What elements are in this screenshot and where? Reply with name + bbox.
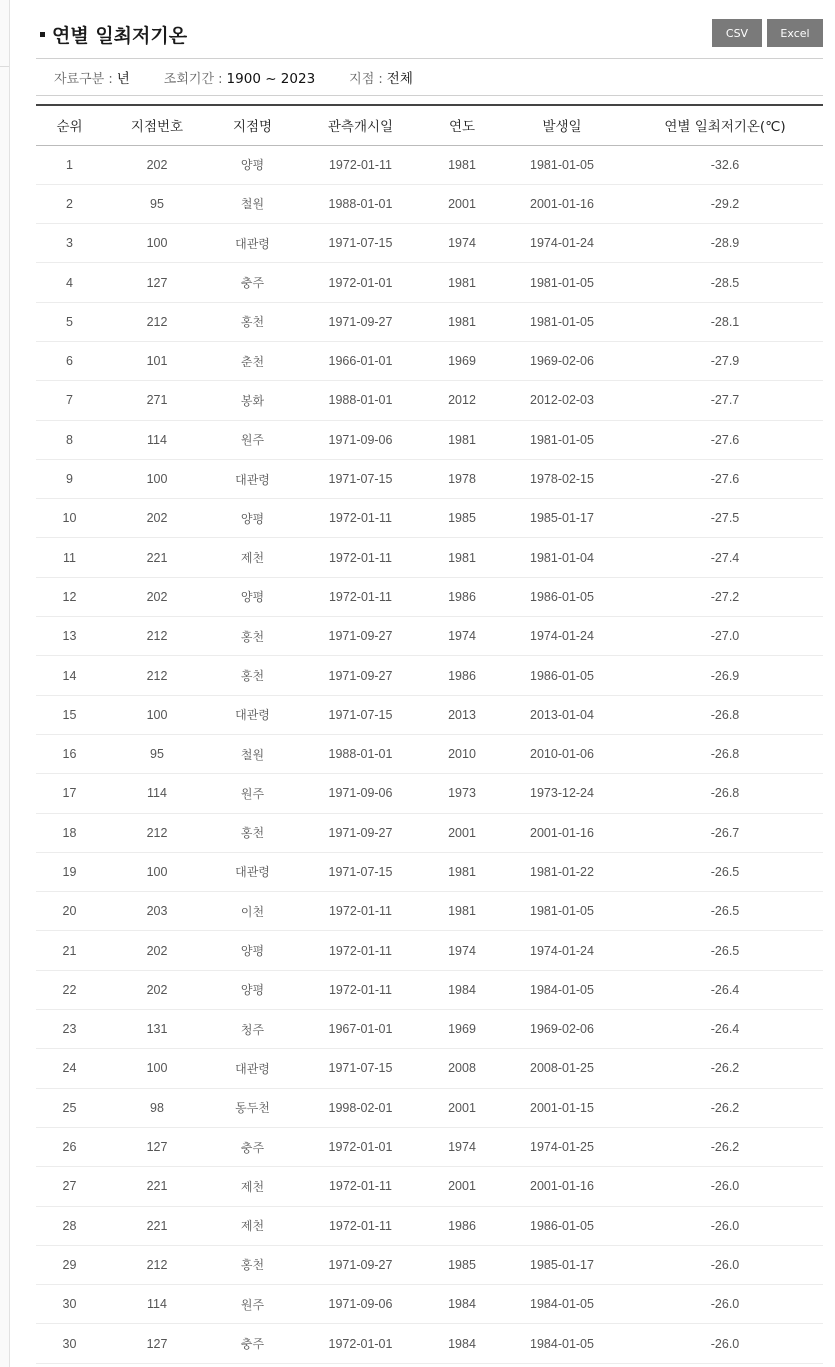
cell-year: 1973 <box>427 774 497 813</box>
cell-min-temperature: -27.7 <box>627 381 823 420</box>
cell-observation-start: 1972-01-11 <box>294 970 427 1009</box>
cell-observation-start: 1971-07-15 <box>294 1049 427 1088</box>
cell-station-number: 212 <box>103 813 211 852</box>
table-body <box>36 145 823 1363</box>
table-row <box>36 695 823 734</box>
table-row <box>36 538 823 577</box>
cell-rank: 5 <box>36 302 103 341</box>
cell-station-name: 양평 <box>211 499 294 538</box>
cell-observation-start: 1971-09-27 <box>294 1245 427 1284</box>
cell-year: 2001 <box>427 184 497 223</box>
cell-station-name: 대관령 <box>211 852 294 891</box>
cell-min-temperature: -26.0 <box>627 1324 823 1363</box>
cell-year: 1974 <box>427 1127 497 1166</box>
cell-station-number: 100 <box>103 459 211 498</box>
cell-year: 1981 <box>427 892 497 931</box>
csv-download-button[interactable]: CSV <box>712 19 762 47</box>
cell-station-number: 221 <box>103 538 211 577</box>
ranking-table <box>36 104 823 1364</box>
cell-station-number: 127 <box>103 1127 211 1166</box>
cell-station-name: 원주 <box>211 774 294 813</box>
cell-rank: 29 <box>36 1245 103 1284</box>
excel-download-button[interactable]: Excel <box>767 19 823 47</box>
cell-min-temperature: -26.0 <box>627 1206 823 1245</box>
cell-rank: 12 <box>36 577 103 616</box>
cell-occurrence-date: 1986-01-05 <box>497 656 627 695</box>
cell-min-temperature: -26.8 <box>627 774 823 813</box>
table-row <box>36 617 823 656</box>
cell-occurrence-date: 1984-01-05 <box>497 970 627 1009</box>
cell-station-number: 95 <box>103 184 211 223</box>
cell-min-temperature: -28.9 <box>627 224 823 263</box>
cell-observation-start: 1971-07-15 <box>294 459 427 498</box>
cell-observation-start: 1971-09-06 <box>294 1285 427 1324</box>
cell-occurrence-date: 1981-01-05 <box>497 145 627 184</box>
cell-min-temperature: -27.4 <box>627 538 823 577</box>
cell-observation-start: 1971-09-06 <box>294 774 427 813</box>
cell-year: 1981 <box>427 538 497 577</box>
table-row <box>36 852 823 891</box>
table-row <box>36 1049 823 1088</box>
cell-station-name: 제천 <box>211 538 294 577</box>
cell-observation-start: 1971-07-15 <box>294 695 427 734</box>
cell-min-temperature: -28.1 <box>627 302 823 341</box>
cell-occurrence-date: 2012-02-03 <box>497 381 627 420</box>
cell-rank: 7 <box>36 381 103 420</box>
header-observation-start: 관측개시일 <box>294 105 427 145</box>
cell-station-number: 202 <box>103 499 211 538</box>
cell-station-name: 양평 <box>211 145 294 184</box>
cell-occurrence-date: 1969-02-06 <box>497 1010 627 1049</box>
table-row <box>36 813 823 852</box>
cell-station-number: 203 <box>103 892 211 931</box>
cell-station-number: 221 <box>103 1206 211 1245</box>
cell-occurrence-date: 1986-01-05 <box>497 1206 627 1245</box>
table-row <box>36 892 823 931</box>
cell-station-name: 춘천 <box>211 341 294 380</box>
table-row <box>36 1088 823 1127</box>
cell-occurrence-date: 2013-01-04 <box>497 695 627 734</box>
cell-occurrence-date: 1981-01-22 <box>497 852 627 891</box>
header-occurrence-date: 발생일 <box>497 105 627 145</box>
cell-station-name: 제천 <box>211 1206 294 1245</box>
cell-rank: 1 <box>36 145 103 184</box>
filter-summary <box>36 58 823 96</box>
cell-station-name: 원주 <box>211 1285 294 1324</box>
cell-min-temperature: -26.5 <box>627 892 823 931</box>
cell-year: 1986 <box>427 1206 497 1245</box>
cell-rank: 25 <box>36 1088 103 1127</box>
cell-occurrence-date: 1981-01-05 <box>497 302 627 341</box>
cell-station-name: 대관령 <box>211 459 294 498</box>
cell-station-number: 202 <box>103 970 211 1009</box>
cell-station-name: 홍천 <box>211 302 294 341</box>
cell-observation-start: 1971-09-06 <box>294 420 427 459</box>
table-row <box>36 970 823 1009</box>
cell-station-number: 202 <box>103 577 211 616</box>
table-row <box>36 1127 823 1166</box>
cell-year: 1974 <box>427 617 497 656</box>
cell-min-temperature: -26.0 <box>627 1167 823 1206</box>
cell-rank: 4 <box>36 263 103 302</box>
table-row <box>36 931 823 970</box>
cell-station-name: 양평 <box>211 970 294 1009</box>
table-row <box>36 577 823 616</box>
cell-observation-start: 1971-07-15 <box>294 224 427 263</box>
cell-observation-start: 1966-01-01 <box>294 341 427 380</box>
table-row <box>36 1167 823 1206</box>
cell-rank: 6 <box>36 341 103 380</box>
cell-station-name: 홍천 <box>211 617 294 656</box>
cell-rank: 11 <box>36 538 103 577</box>
cell-station-number: 100 <box>103 695 211 734</box>
cell-occurrence-date: 1974-01-24 <box>497 931 627 970</box>
cell-occurrence-date: 1981-01-05 <box>497 263 627 302</box>
cell-observation-start: 1972-01-11 <box>294 931 427 970</box>
cell-station-name: 봉화 <box>211 381 294 420</box>
cell-year: 2001 <box>427 1088 497 1127</box>
table-row <box>36 341 823 380</box>
cell-min-temperature: -27.6 <box>627 459 823 498</box>
cell-occurrence-date: 1981-01-05 <box>497 420 627 459</box>
cell-observation-start: 1971-09-27 <box>294 302 427 341</box>
title-bullet-icon <box>40 32 45 37</box>
cell-min-temperature: -26.0 <box>627 1245 823 1284</box>
cell-station-number: 101 <box>103 341 211 380</box>
cell-rank: 10 <box>36 499 103 538</box>
cell-station-number: 212 <box>103 617 211 656</box>
cell-station-number: 95 <box>103 734 211 773</box>
cell-station-number: 127 <box>103 1324 211 1363</box>
cell-observation-start: 1988-01-01 <box>294 734 427 773</box>
cell-min-temperature: -26.8 <box>627 695 823 734</box>
cell-observation-start: 1972-01-11 <box>294 1167 427 1206</box>
cell-year: 1969 <box>427 1010 497 1049</box>
filter-type <box>54 67 130 87</box>
cell-year: 1984 <box>427 970 497 1009</box>
cell-year: 1981 <box>427 302 497 341</box>
cell-min-temperature: -27.2 <box>627 577 823 616</box>
cell-rank: 20 <box>36 892 103 931</box>
cell-rank: 3 <box>36 224 103 263</box>
cell-rank: 15 <box>36 695 103 734</box>
cell-min-temperature: -29.2 <box>627 184 823 223</box>
cell-rank: 2 <box>36 184 103 223</box>
cell-min-temperature: -32.6 <box>627 145 823 184</box>
cell-min-temperature: -26.2 <box>627 1049 823 1088</box>
cell-occurrence-date: 1974-01-25 <box>497 1127 627 1166</box>
cell-min-temperature: -26.2 <box>627 1127 823 1166</box>
cell-station-name: 충주 <box>211 1127 294 1166</box>
cell-occurrence-date: 1986-01-05 <box>497 577 627 616</box>
cell-rank: 14 <box>36 656 103 695</box>
cell-year: 1974 <box>427 931 497 970</box>
cell-station-number: 98 <box>103 1088 211 1127</box>
cell-station-number: 114 <box>103 774 211 813</box>
cell-occurrence-date: 1981-01-05 <box>497 892 627 931</box>
table-row <box>36 1245 823 1284</box>
cell-station-name: 충주 <box>211 263 294 302</box>
cell-occurrence-date: 2001-01-16 <box>497 813 627 852</box>
cell-occurrence-date: 1984-01-05 <box>497 1324 627 1363</box>
header-year: 연도 <box>427 105 497 145</box>
cell-station-name: 동두천 <box>211 1088 294 1127</box>
cell-year: 1984 <box>427 1324 497 1363</box>
cell-rank: 23 <box>36 1010 103 1049</box>
cell-year: 2010 <box>427 734 497 773</box>
cell-station-name: 청주 <box>211 1010 294 1049</box>
cell-min-temperature: -27.5 <box>627 499 823 538</box>
cell-observation-start: 1972-01-11 <box>294 145 427 184</box>
cell-year: 2001 <box>427 1167 497 1206</box>
cell-year: 1981 <box>427 145 497 184</box>
page-title <box>40 21 187 48</box>
cell-observation-start: 1998-02-01 <box>294 1088 427 1127</box>
cell-rank: 30 <box>36 1324 103 1363</box>
cell-station-name: 대관령 <box>211 695 294 734</box>
cell-occurrence-date: 2001-01-16 <box>497 1167 627 1206</box>
cell-observation-start: 1967-01-01 <box>294 1010 427 1049</box>
cell-year: 1974 <box>427 224 497 263</box>
cell-station-name: 이천 <box>211 892 294 931</box>
left-panel-edge <box>0 0 10 1367</box>
cell-station-number: 212 <box>103 1245 211 1284</box>
cell-observation-start: 1972-01-11 <box>294 538 427 577</box>
cell-rank: 24 <box>36 1049 103 1088</box>
cell-station-number: 271 <box>103 381 211 420</box>
cell-occurrence-date: 2008-01-25 <box>497 1049 627 1088</box>
cell-station-number: 100 <box>103 224 211 263</box>
cell-occurrence-date: 1985-01-17 <box>497 499 627 538</box>
cell-min-temperature: -26.5 <box>627 852 823 891</box>
table-row <box>36 302 823 341</box>
cell-min-temperature: -26.4 <box>627 970 823 1009</box>
cell-year: 1984 <box>427 1285 497 1324</box>
cell-min-temperature: -27.9 <box>627 341 823 380</box>
cell-station-number: 131 <box>103 1010 211 1049</box>
cell-year: 1986 <box>427 656 497 695</box>
cell-station-number: 212 <box>103 656 211 695</box>
cell-station-number: 202 <box>103 145 211 184</box>
cell-rank: 22 <box>36 970 103 1009</box>
cell-occurrence-date: 2010-01-06 <box>497 734 627 773</box>
cell-station-number: 114 <box>103 420 211 459</box>
header-min-temperature: 연별 일최저기온(℃) <box>627 105 823 145</box>
cell-year: 1969 <box>427 341 497 380</box>
filter-station-label: 지점 : <box>349 72 383 87</box>
cell-occurrence-date: 1974-01-24 <box>497 224 627 263</box>
cell-observation-start: 1972-01-11 <box>294 1206 427 1245</box>
cell-observation-start: 1972-01-11 <box>294 577 427 616</box>
cell-observation-start: 1972-01-11 <box>294 499 427 538</box>
cell-year: 2001 <box>427 813 497 852</box>
cell-observation-start: 1972-01-01 <box>294 1127 427 1166</box>
table-row <box>36 734 823 773</box>
cell-year: 1978 <box>427 459 497 498</box>
table-row <box>36 1010 823 1049</box>
cell-station-name: 홍천 <box>211 813 294 852</box>
table-header-row <box>36 105 823 145</box>
cell-year: 1986 <box>427 577 497 616</box>
filter-period-label: 조회기간 : <box>163 71 223 87</box>
page-title-text: 연별 일최저기온 <box>52 25 188 47</box>
table-row <box>36 774 823 813</box>
cell-observation-start: 1972-01-11 <box>294 892 427 931</box>
cell-rank: 17 <box>36 774 103 813</box>
cell-station-name: 양평 <box>211 931 294 970</box>
cell-station-number: 221 <box>103 1167 211 1206</box>
cell-station-name: 홍천 <box>211 656 294 695</box>
cell-occurrence-date: 1985-01-17 <box>497 1245 627 1284</box>
cell-min-temperature: -27.6 <box>627 420 823 459</box>
cell-rank: 28 <box>36 1206 103 1245</box>
cell-station-name: 충주 <box>211 1324 294 1363</box>
cell-year: 1981 <box>427 852 497 891</box>
cell-rank: 8 <box>36 420 103 459</box>
filter-station-value: 전체 <box>386 71 413 87</box>
cell-rank: 18 <box>36 813 103 852</box>
cell-station-name: 철원 <box>211 184 294 223</box>
table-row <box>36 656 823 695</box>
table-row <box>36 420 823 459</box>
filter-station <box>349 67 413 87</box>
cell-observation-start: 1988-01-01 <box>294 381 427 420</box>
header-rank: 순위 <box>36 105 103 145</box>
cell-year: 2013 <box>427 695 497 734</box>
cell-occurrence-date: 1978-02-15 <box>497 459 627 498</box>
cell-year: 1981 <box>427 263 497 302</box>
cell-min-temperature: -27.0 <box>627 617 823 656</box>
cell-station-name: 홍천 <box>211 1245 294 1284</box>
cell-observation-start: 1972-01-01 <box>294 263 427 302</box>
table-row <box>36 1206 823 1245</box>
table-row <box>36 459 823 498</box>
table-row <box>36 184 823 223</box>
cell-rank: 19 <box>36 852 103 891</box>
cell-year: 1981 <box>427 420 497 459</box>
cell-station-number: 212 <box>103 302 211 341</box>
download-buttons <box>712 19 823 47</box>
cell-station-name: 대관령 <box>211 224 294 263</box>
cell-min-temperature: -26.2 <box>627 1088 823 1127</box>
cell-station-name: 철원 <box>211 734 294 773</box>
table-row <box>36 1324 823 1363</box>
cell-min-temperature: -26.0 <box>627 1285 823 1324</box>
cell-station-number: 114 <box>103 1285 211 1324</box>
cell-station-number: 127 <box>103 263 211 302</box>
cell-occurrence-date: 2001-01-15 <box>497 1088 627 1127</box>
cell-rank: 21 <box>36 931 103 970</box>
cell-rank: 13 <box>36 617 103 656</box>
cell-min-temperature: -26.9 <box>627 656 823 695</box>
cell-occurrence-date: 1974-01-24 <box>497 617 627 656</box>
filter-period-value: 1900 ~ 2023 <box>226 70 316 87</box>
table-row <box>36 499 823 538</box>
filter-period <box>164 68 315 87</box>
cell-min-temperature: -28.5 <box>627 263 823 302</box>
cell-observation-start: 1971-09-27 <box>294 813 427 852</box>
cell-year: 1985 <box>427 499 497 538</box>
cell-station-name: 양평 <box>211 577 294 616</box>
table-row <box>36 381 823 420</box>
cell-station-name: 제천 <box>211 1167 294 1206</box>
cell-station-number: 100 <box>103 852 211 891</box>
cell-occurrence-date: 1973-12-24 <box>497 774 627 813</box>
cell-min-temperature: -26.7 <box>627 813 823 852</box>
cell-station-name: 대관령 <box>211 1049 294 1088</box>
cell-rank: 27 <box>36 1167 103 1206</box>
cell-min-temperature: -26.4 <box>627 1010 823 1049</box>
cell-year: 2012 <box>427 381 497 420</box>
cell-year: 1985 <box>427 1245 497 1284</box>
cell-min-temperature: -26.8 <box>627 734 823 773</box>
header-station-name: 지점명 <box>211 105 294 145</box>
cell-occurrence-date: 1981-01-04 <box>497 538 627 577</box>
filter-type-label: 자료구분 : <box>54 72 113 87</box>
filter-type-value: 년 <box>116 71 130 87</box>
table-row <box>36 145 823 184</box>
cell-rank: 9 <box>36 459 103 498</box>
cell-observation-start: 1971-09-27 <box>294 656 427 695</box>
cell-station-number: 100 <box>103 1049 211 1088</box>
cell-rank: 26 <box>36 1127 103 1166</box>
cell-observation-start: 1988-01-01 <box>294 184 427 223</box>
header-station-number: 지점번호 <box>103 105 211 145</box>
cell-rank: 30 <box>36 1285 103 1324</box>
cell-min-temperature: -26.5 <box>627 931 823 970</box>
cell-observation-start: 1971-07-15 <box>294 852 427 891</box>
table-row <box>36 1285 823 1324</box>
table-row <box>36 224 823 263</box>
cell-observation-start: 1972-01-01 <box>294 1324 427 1363</box>
cell-year: 2008 <box>427 1049 497 1088</box>
page-header <box>36 14 823 54</box>
cell-station-number: 202 <box>103 931 211 970</box>
cell-station-name: 원주 <box>211 420 294 459</box>
cell-occurrence-date: 1984-01-05 <box>497 1285 627 1324</box>
table-row <box>36 263 823 302</box>
cell-occurrence-date: 1969-02-06 <box>497 341 627 380</box>
cell-observation-start: 1971-09-27 <box>294 617 427 656</box>
cell-occurrence-date: 2001-01-16 <box>497 184 627 223</box>
cell-rank: 16 <box>36 734 103 773</box>
